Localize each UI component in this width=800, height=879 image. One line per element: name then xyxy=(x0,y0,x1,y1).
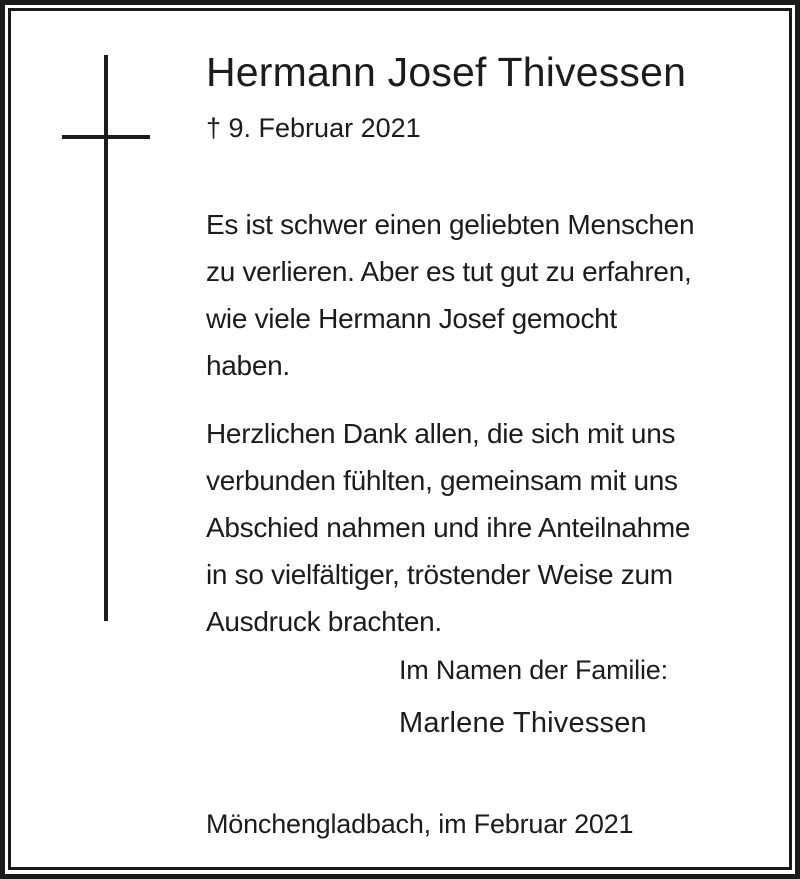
paragraph-condolence xyxy=(206,201,694,389)
place-and-date: Mönchengladbach, im Februar 2021 xyxy=(206,809,634,839)
paragraph-thanks xyxy=(206,410,690,645)
cross-horizontal-bar xyxy=(62,135,150,139)
deceased-name: Hermann Josef Thivessen xyxy=(206,49,687,95)
signature-name: Marlene Thivessen xyxy=(399,707,647,739)
paragraph-line: in so vielfältiger, tröstender Weise zum xyxy=(206,559,673,590)
paragraph-line: zu verlieren. Aber es tut gut zu erfahren, xyxy=(206,256,692,287)
signature-label: Im Namen der Familie: xyxy=(399,655,668,685)
paragraph-line: haben. xyxy=(206,350,290,381)
paragraph-line: Ausdruck brachten. xyxy=(206,606,442,637)
paragraph-line: wie viele Hermann Josef gemocht xyxy=(206,303,617,334)
paragraph-line: verbunden fühlten, gemeinsam mit uns xyxy=(206,465,678,496)
paragraph-line: Abschied nahmen und ihre Anteilnahme xyxy=(206,512,691,543)
death-date: † 9. Februar 2021 xyxy=(206,113,421,143)
cross-vertical-bar xyxy=(104,55,108,621)
paragraph-line: Es ist schwer einen geliebten Menschen xyxy=(206,209,695,240)
paragraph-line: Herzlichen Dank allen, die sich mit uns xyxy=(206,418,676,449)
